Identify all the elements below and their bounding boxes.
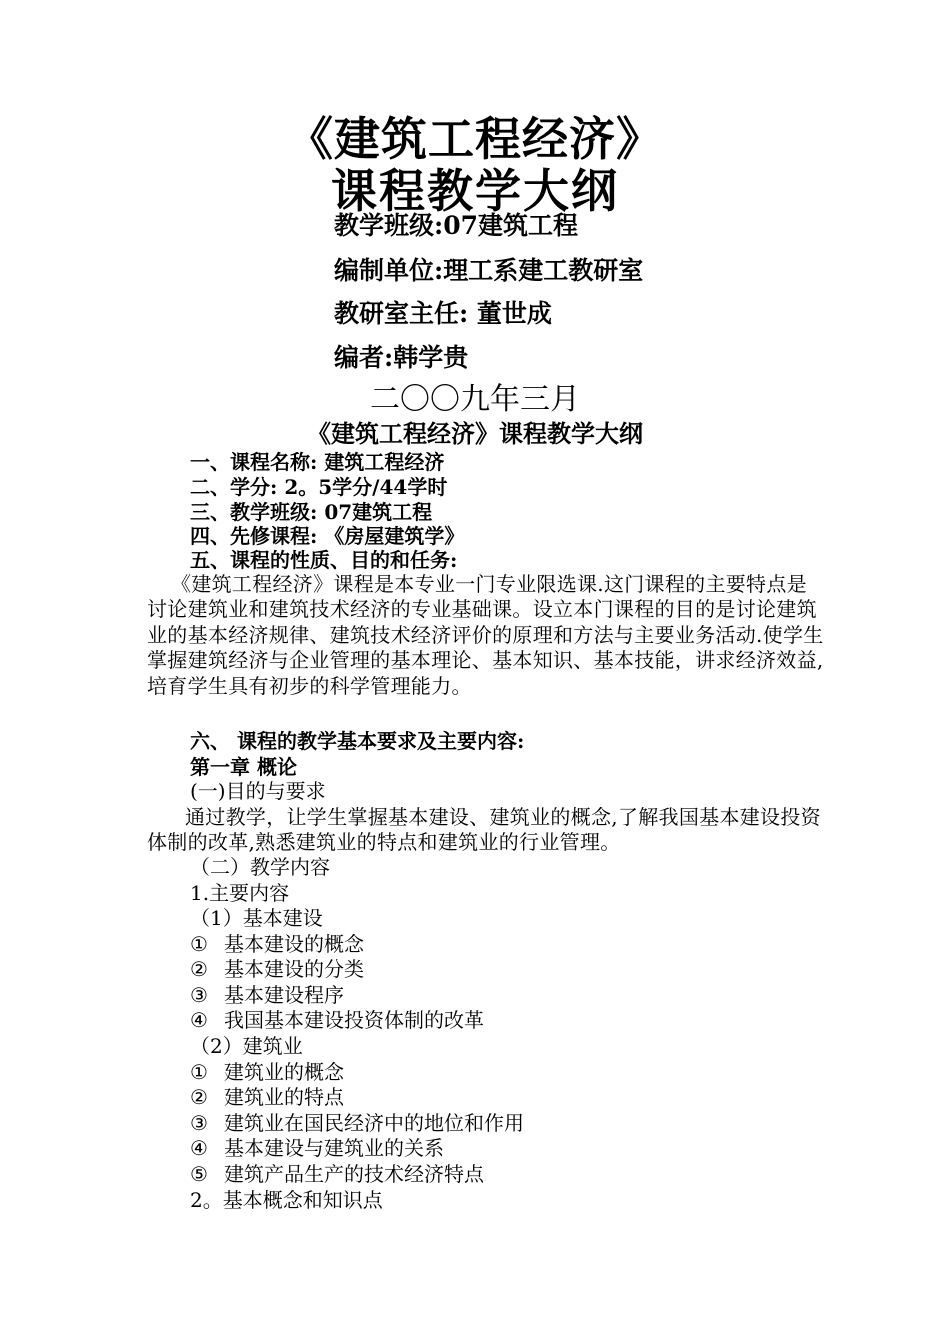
content-heading: （二）教学内容 [190, 855, 330, 879]
list-number: ⑤ [190, 1162, 208, 1186]
list-item [190, 1164, 484, 1184]
list-text: 基本建设的概念 [224, 932, 364, 956]
list-number: ① [190, 932, 208, 956]
list-text: 基本建设与建筑业的关系 [224, 1136, 444, 1160]
cover-author: 编者:韩学贵 [334, 343, 469, 372]
list-text: 基本建设程序 [224, 983, 344, 1007]
list-text: 建筑产品生产的技术经济特点 [224, 1162, 484, 1186]
section-course-name: 一、课程名称: 建筑工程经济 [190, 450, 445, 474]
cover-class: 教学班级:07建筑工程 [334, 211, 579, 240]
section-requirements: 六、 课程的教学基本要求及主要内容: [190, 729, 525, 753]
goal-heading: (一)目的与要求 [190, 779, 326, 803]
list-item [190, 934, 364, 954]
list-text: 我国基本建设投资体制的改革 [224, 1008, 484, 1032]
list-text: 建筑业在国民经济中的地位和作用 [224, 1111, 524, 1135]
list-text: 基本建设的分类 [224, 957, 364, 981]
list-number: ③ [190, 983, 208, 1007]
cover-title-line1: 《建筑工程经济》 [287, 112, 663, 166]
list-item [190, 985, 344, 1005]
list-number: ④ [190, 1136, 208, 1160]
cover-unit: 编制单位:理工系建工教研室 [334, 256, 644, 285]
list-item [190, 1010, 484, 1030]
list-text: 建筑业的概念 [224, 1060, 344, 1084]
list-item [190, 1138, 444, 1158]
list-text: 建筑业的特点 [224, 1085, 344, 1109]
cover-title-line2: 课程教学大纲 [331, 164, 619, 218]
subsection-construction: （1）基本建设 [190, 906, 323, 930]
section-prerequisite: 四、先修课程: 《房屋建筑学》 [190, 524, 465, 548]
section-nature: 五、课程的性质、目的和任务: [190, 548, 458, 572]
subsection-industry: （2）建筑业 [190, 1034, 303, 1058]
syllabus-heading: 《建筑工程经济》课程教学大纲 [307, 419, 643, 448]
goal-paragraph: 通过教学，让学生掌握基本建设、建筑业的概念,了解我国基本建设投资体制的改革,熟悉建筑业的特点和建筑业的行业管理。 [147, 805, 821, 855]
main-content-heading: 1.主要内容 [190, 881, 290, 905]
purpose-paragraph: 《建筑工程经济》课程是本专业一门专业限选课.这门课程的主要特点是讨论建筑业和建筑技术经济的专业基础课。设立本门课程的目的是讨论建筑业的基本经济规律、建筑技术经济评价的原理和方法与主要业务活动.使学生掌握建筑经济与企业管理的基本理论、基本知识、基本技能，讲求经济效益,培育学生具有初步的科学管理能力。 [147, 572, 824, 698]
concepts-heading: 2。基本概念和知识点 [190, 1188, 383, 1212]
list-item [190, 1113, 524, 1133]
list-number: ② [190, 957, 208, 981]
section-class: 三、教学班级: 07建筑工程 [190, 500, 433, 524]
list-number: ② [190, 1085, 208, 1109]
list-item [190, 1087, 344, 1107]
cover-director: 教研室主任: 董世成 [334, 299, 552, 328]
cover-date: 二〇〇九年三月 [370, 382, 580, 417]
list-item [190, 959, 364, 979]
chapter-heading: 第一章 概论 [190, 755, 297, 779]
list-number: ④ [190, 1008, 208, 1032]
list-item [190, 1062, 344, 1082]
list-number: ① [190, 1060, 208, 1084]
list-number: ③ [190, 1111, 208, 1135]
section-credits: 二、学分: 2。5学分/44学时 [190, 475, 448, 499]
